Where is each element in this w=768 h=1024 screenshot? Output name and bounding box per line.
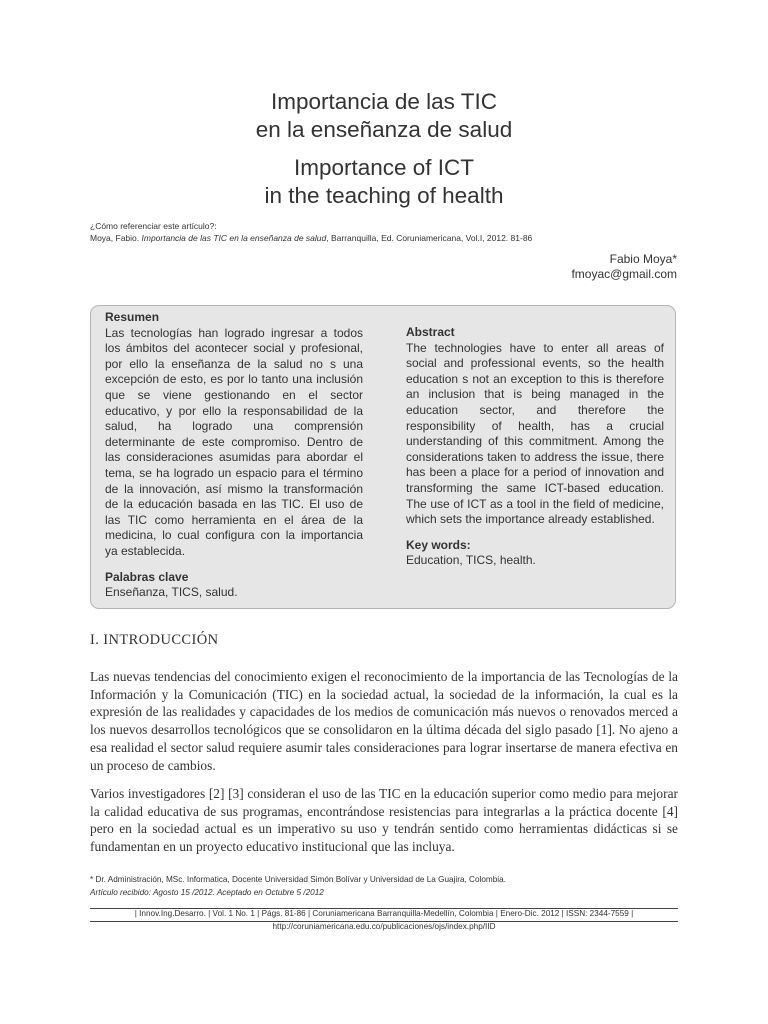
citation-reference	[90, 232, 690, 244]
key-words-text: Education, TICS, health.	[406, 553, 536, 568]
author-block	[571, 252, 677, 282]
citation-author: Moya, Fabio.	[90, 233, 142, 243]
abstract-heading: Abstract	[406, 325, 455, 339]
english-title-line-1: Importance of ICT	[293, 155, 475, 180]
resumen-column	[105, 310, 363, 601]
palabras-clave-heading: Palabras clave	[105, 569, 189, 584]
citation-details: , Barranquilla, Ed. Coruniamericana, Vol.I, 2012. 81-86	[326, 233, 533, 243]
footnote-affiliation: * Dr. Administración, MSc. Informatica, Docente Universidad Simón Bolívar y Universidad de La Guajira, Colombia.	[90, 875, 506, 884]
abstract-column	[406, 325, 664, 569]
journal-url-link[interactable]: http://coruniamericana.edu.co/publicaciones/ojs/index.php/IID	[272, 922, 496, 931]
citation-block	[90, 220, 690, 244]
citation-question: ¿Cómo referenciar este artículo?:	[90, 221, 217, 231]
spanish-title	[0, 88, 768, 144]
author-name: Fabio Moya*	[609, 252, 677, 266]
footnote-dates: Artículo recibido: Agosto 15 /2012. Aceptado en Octubre 5 /2012	[90, 888, 324, 897]
author-email: fmoyac@gmail.com	[571, 267, 677, 281]
palabras-clave-text: Enseñanza, TICS, salud.	[105, 585, 238, 600]
resumen-heading: Resumen	[105, 310, 160, 324]
body-paragraph-1: Las nuevas tendencias del conocimiento exigen el reconocimiento de la importancia de las Tecnologías de la Información y la Comunicación (TIC) en la sociedad actual, la sociedad de la información, la cual es la expresión de las realidades y capacidades de los medios de comunicación más nuevos o renovados merced a los nuevos desarrollos tecnológicos que se consolidaron en la última década del siglo pasado [1]. No ajeno a esa realidad el sector salud requiere asumir tales consideraciones para lograr insertarse de manera efectiva en un proceso de cambios.	[90, 669, 678, 773]
english-title	[0, 154, 768, 210]
journal-info-line: | Innov.Ing.Desarro. | Vol. 1 No. 1 | Págs. 81-86 | Coruniamericana Barranquilla-Medellín, Colombia | Enero-Dic. 2012 | ISSN: 2344-7559 |	[134, 909, 634, 918]
citation-title: Importancia de las TIC en la enseñanza de salud	[141, 233, 327, 243]
abstract-box	[90, 305, 676, 609]
spanish-title-line-1: Importancia de las TIC	[271, 89, 497, 114]
body-paragraph-2: Varios investigadores [2] [3] consideran el uso de las TIC en la educación superior como medio para mejorar la calidad educativa de sus programas, encontrándose resistencias para integrarlas a la práctica docente [4] pero en la sociedad actual es un imperativo su uso y tendrán sentido como herramientas didácticas si se fundamentan en un proyecto educativo institucional que las incluya.	[90, 786, 678, 855]
english-title-line-2: in the teaching of health	[264, 183, 504, 208]
section-heading: I. INTRODUCCIÓN	[90, 632, 219, 648]
footnotes	[90, 873, 506, 899]
key-words-heading: Key words:	[406, 537, 471, 552]
abstract-text: The technologies have to enter all areas of social and professional events, so the health education s not an exception to this is therefore an inclusion that is being managed in the education sector, and therefore the responsibility of health, has a crucial understanding of this commitment. Among the considerations taken to address the issue, there has been a place for a period of innovation and transforming the same ICT-based education. The use of ICT as a tool in the field of medicine, which sets the importance already established.	[406, 340, 664, 527]
spanish-title-line-2: en la enseñanza de salud	[255, 117, 513, 142]
resumen-text: Las tecnologías han logrado ingresar a todos los ámbitos del acontecer social y profesional, por ello la enseñanza de la salud no s una excepción de esto, es por lo tanto una inclusión que se viene gestionando en el sector educativo, y por ello la responsabilidad de la salud, ha logrado una comprensión determinante de este compromiso. Dentro de las consideraciones asumidas para abordar el tema, se ha logrado un espacio para el término de la innovación, así mismo la transformación de la educación basada en las TIC. El uso de las TIC como herramienta en el área de la medicina, lo cual configura con la importancia ya establecida.	[105, 325, 363, 558]
